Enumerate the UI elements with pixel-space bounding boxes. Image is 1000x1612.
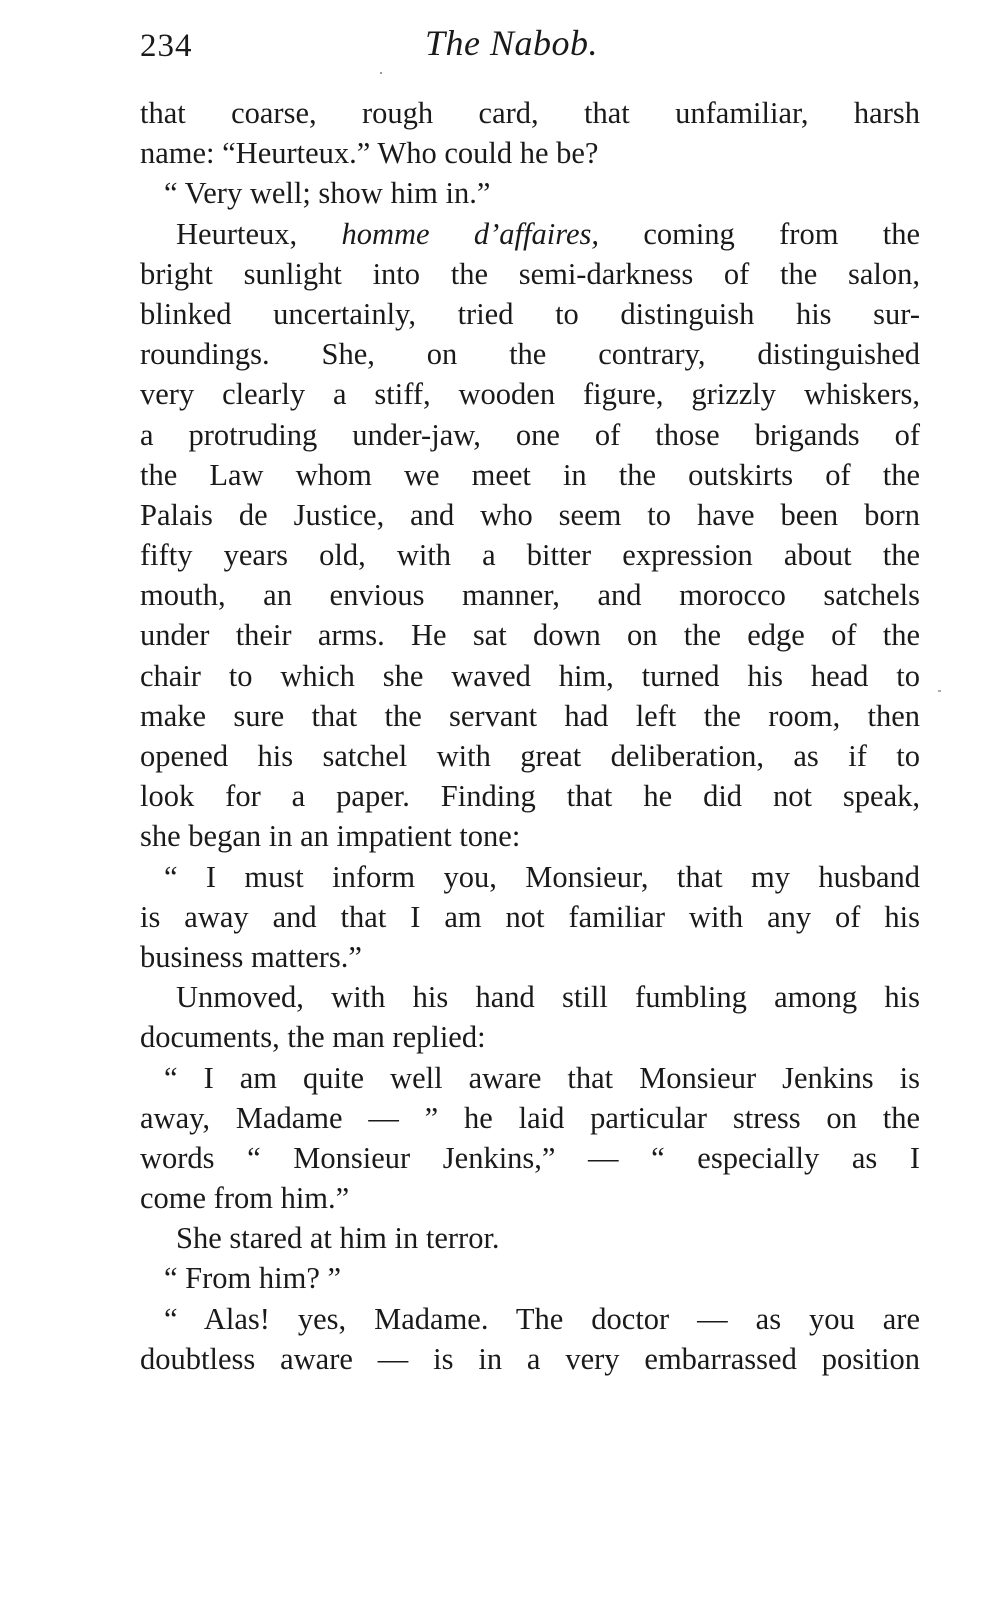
text-line: Unmoved, with his hand still fumbling among his: [176, 980, 920, 1015]
text-line: mouth, an envious manner, and morocco satchels: [140, 578, 920, 613]
italic-phrase: homme d’affaires,: [341, 216, 599, 251]
text-line: words “ Monsieur Jenkins,” — “ especially as I: [140, 1140, 920, 1175]
print-speck: [380, 72, 382, 74]
running-title: The Nabob.: [425, 23, 599, 63]
text-line: the Law whom we meet in the outskirts of the: [140, 457, 920, 492]
text-line: chair to which she waved him, turned his head to: [140, 658, 920, 693]
text-line: “ From him? ”: [164, 1261, 342, 1296]
text-line: very clearly a stiff, wooden figure, grizzly whiskers,: [140, 377, 920, 412]
text-line: doubtless aware — is in a very embarrassed position: [140, 1341, 920, 1376]
text-line: business matters.”: [140, 939, 362, 974]
text-line: a protruding under-jaw, one of those brigands of: [140, 417, 920, 452]
text-line: Palais de Justice, and who seem to have been born: [140, 497, 920, 532]
text-line: “ Alas! yes, Madame. The doctor — as you are: [164, 1301, 920, 1336]
text-line: “ I must inform you, Monsieur, that my husband: [164, 859, 920, 894]
text-line: blinked uncertainly, tried to distinguish his sur-: [140, 296, 920, 331]
text-line: under their arms. He sat down on the edge of the: [140, 618, 920, 653]
text-line: fifty years old, with a bitter expression about the: [140, 538, 920, 573]
text-line: “ Very well; show him in.”: [164, 176, 491, 211]
text-line: opened his satchel with great deliberation, as if to: [140, 739, 920, 773]
text-line: look for a paper. Finding that he did not speak,: [140, 779, 920, 814]
print-speck: [938, 690, 941, 692]
text-line: She stared at him in terror.: [176, 1221, 500, 1256]
body-text: [140, 93, 920, 1379]
text-line: come from him.”: [140, 1181, 350, 1216]
text-line: documents, the man replied:: [140, 1020, 486, 1055]
text-line: name: “Heurteux.” Who could he be?: [140, 136, 599, 171]
text-line: “ I am quite well aware that Monsieur Jenkins is: [164, 1060, 920, 1095]
text-line: she began in an impatient tone:: [140, 819, 521, 854]
text-line: that coarse, rough card, that unfamiliar, harsh: [140, 96, 920, 130]
text-line: away, Madame — ” he laid particular stress on the: [140, 1100, 920, 1135]
text-line: roundings. She, on the contrary, distinguished: [140, 337, 920, 372]
text-line: make sure that the servant had left the room, then: [140, 698, 920, 733]
text-run: coming from the: [598, 216, 921, 251]
text-run: Heurteux,: [176, 216, 342, 251]
page-number: 234: [140, 28, 193, 64]
page-header: [140, 22, 920, 72]
text-line: bright sunlight into the semi-darkness of the salon,: [140, 256, 920, 291]
text-line: is away and that I am not familiar with any of his: [140, 899, 920, 934]
text-line: [140, 214, 920, 254]
